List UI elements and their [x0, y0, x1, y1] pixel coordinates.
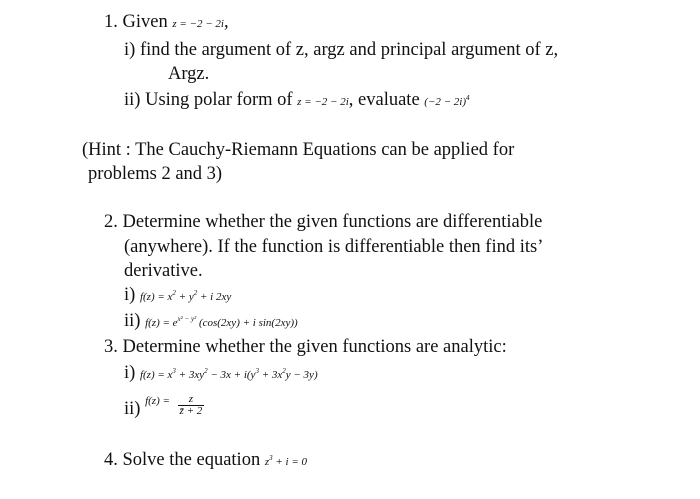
- q2-ii-part-b: (cos(2xy) + i sin(2xy)): [196, 317, 298, 329]
- q1-number: 1.: [104, 12, 118, 32]
- q1-expression: z = −2 − 2i: [172, 18, 224, 30]
- q3-line-1: [104, 336, 507, 358]
- q3-i-part-a: f(z) = x: [139, 369, 173, 381]
- hint-line-2: [88, 163, 222, 185]
- q1-trail: ,: [223, 12, 229, 32]
- q2-i-part-c: + i 2xy: [197, 291, 232, 303]
- q2-ii-part-a: f(z) = e: [145, 317, 178, 329]
- q1-ii-text: Using polar form of: [145, 90, 293, 110]
- q1-line: [104, 11, 229, 33]
- q4-exponent: 3: [269, 454, 273, 462]
- hint-text-1: (Hint : The Cauchy-Riemann Equations can be applied for: [82, 140, 515, 160]
- q3-i-line: [124, 362, 318, 384]
- q4-text: Solve the equation: [122, 450, 261, 470]
- q2-ii-label: ii): [124, 311, 141, 331]
- q3-i-expression: $f(z) = x^3 + 3xy^2 - 3x + i(y^3 + 3x^2y - 3y)$: [139, 367, 318, 381]
- q2-ii-exponent: x² − y²: [177, 315, 197, 323]
- q4-part-a: z: [264, 456, 270, 468]
- q2-i-label: i): [124, 285, 136, 305]
- q2-line-3: [124, 260, 203, 282]
- q2-i-part-b: + y: [175, 291, 194, 303]
- q2-i-part-a: f(z) = x: [139, 291, 173, 303]
- q1-lead: Given: [122, 12, 168, 32]
- q3-ii-denominator: z̄ + 2: [179, 405, 203, 418]
- q1-ii-expression: z = −2 − 2i: [297, 96, 349, 108]
- q4-part-b: + i = 0: [272, 456, 308, 468]
- q1-ii-power-expression: [424, 96, 469, 108]
- q2-ii-line: [124, 310, 298, 332]
- q1-ii-exponent: 4: [466, 94, 470, 102]
- q2-number: 2.: [104, 212, 118, 232]
- q1-ii-line: [124, 89, 470, 111]
- q3-ii-numerator: z: [188, 393, 194, 406]
- q1-ii-text2: , evaluate: [348, 90, 420, 110]
- q2-i-expression: $f(z) = x^2 + y^2 + i$ 2xy: [139, 289, 232, 303]
- q1-ii-label: ii): [124, 90, 141, 110]
- hint-text-2: problems 2 and 3): [88, 164, 223, 184]
- q2-ii-expression: [145, 317, 298, 329]
- q4-expression: [265, 456, 307, 468]
- q2-text-2: (anywhere). If the function is differentiable then find its’: [124, 237, 544, 257]
- q2-text-3: derivative.: [124, 261, 203, 281]
- q2-line-2: [124, 236, 543, 258]
- q4-number: 4.: [104, 450, 118, 470]
- q3-ii-label: ii): [124, 399, 141, 419]
- q3-ii-line: [124, 393, 204, 421]
- hint-line-1: [82, 139, 514, 161]
- q3-i-part-e: y − 3y): [285, 369, 318, 381]
- q3-i-label: i): [124, 363, 136, 383]
- q3-ii-lhs: f(z) =: [145, 395, 170, 407]
- q3-number: 3.: [104, 337, 118, 357]
- q2-i-line: [124, 284, 231, 306]
- q3-i-part-b: + 3xy: [175, 369, 205, 381]
- q2-line-1: [104, 211, 542, 233]
- q1-i-line: [124, 39, 558, 61]
- q3-ii-fraction: [178, 394, 205, 417]
- q1-i-cont-text: Argz.: [168, 64, 210, 84]
- q3-i-part-d: + 3x: [258, 369, 283, 381]
- q2-text-1: Determine whether the given functions are differentiable: [122, 212, 543, 232]
- q1-i-text: find the argument of z, argz and principal argument of z,: [139, 40, 559, 60]
- q1-ii-base: (−2 − 2i): [424, 96, 467, 108]
- q4-line: [104, 449, 307, 471]
- q3-i-part-c: − 3x + i(y: [207, 369, 256, 381]
- q1-i-continuation: [168, 63, 209, 85]
- q3-text-1: Determine whether the given functions are analytic:: [122, 337, 507, 357]
- q1-i-label: i): [124, 40, 136, 60]
